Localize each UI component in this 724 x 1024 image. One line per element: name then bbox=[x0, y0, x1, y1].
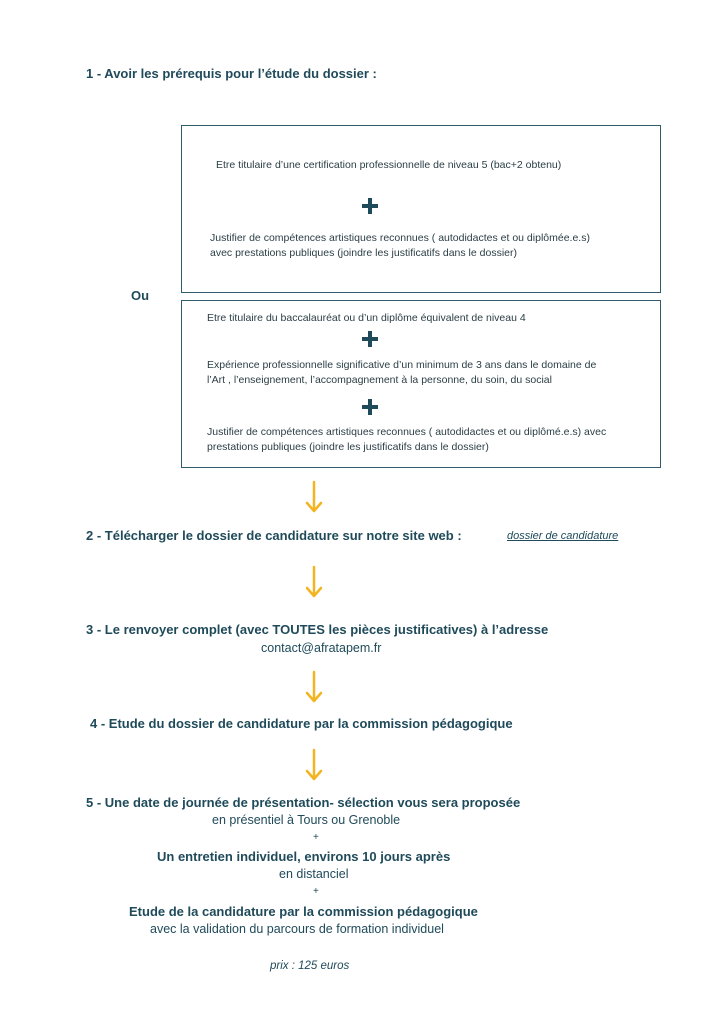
plus-icon bbox=[362, 399, 378, 415]
step4-title: 4 - Etude du dossier de candidature par la commission pédagogique bbox=[90, 716, 513, 731]
step5-line2: en distanciel bbox=[279, 867, 349, 881]
prereq-2-line3b: prestations publiques (joindre les justificatifs dans le dossier) bbox=[207, 441, 489, 453]
down-arrow-icon bbox=[304, 480, 324, 514]
prereq-box-1 bbox=[181, 125, 661, 293]
prereq-2-line1: Etre titulaire du baccalauréat ou d’un diplôme équivalent de niveau 4 bbox=[207, 312, 526, 324]
prereq-2-line2b: l’Art , l’enseignement, l’accompagnement à la personne, du soin, du social bbox=[207, 374, 552, 386]
plus-separator: + bbox=[313, 886, 319, 897]
down-arrow-icon bbox=[304, 565, 324, 599]
plus-separator: + bbox=[313, 832, 319, 843]
step1-title: 1 - Avoir les prérequis pour l’étude du dossier : bbox=[86, 66, 377, 81]
plus-icon bbox=[362, 331, 378, 347]
step5-title2: Un entretien individuel, environs 10 jours après bbox=[157, 849, 451, 864]
or-label: Ou bbox=[131, 288, 150, 303]
down-arrow-icon bbox=[304, 670, 324, 704]
step3-title: 3 - Le renvoyer complet (avec TOUTES les pièces justificatives) à l’adresse bbox=[86, 622, 549, 637]
prereq-2-line2a: Expérience professionnelle significative d’un minimum de 3 ans dans le domaine de bbox=[207, 359, 597, 371]
prereq-1-line1: Etre titulaire d’une certification professionnelle de niveau 5 (bac+2 obtenu) bbox=[216, 159, 562, 171]
prereq-1-line2a: Justifier de compétences artistiques reconnues ( autodidactes et ou diplômée.e.s) bbox=[210, 232, 590, 244]
application-file-link[interactable]: dossier de candidature bbox=[507, 530, 619, 542]
prereq-1-line2b: avec prestations publiques (joindre les justificatifs dans le dossier) bbox=[210, 247, 517, 259]
step5-title3: Etude de la candidature par la commission pédagogique bbox=[129, 904, 478, 919]
plus-icon bbox=[362, 198, 378, 214]
step5-title: 5 - Une date de journée de présentation- sélection vous sera proposée bbox=[86, 795, 521, 810]
price: prix : 125 euros bbox=[270, 960, 350, 972]
prereq-box-2 bbox=[181, 300, 661, 468]
step5-line3: avec la validation du parcours de formation individuel bbox=[150, 922, 444, 936]
step2-title: 2 - Télécharger le dossier de candidature sur notre site web : bbox=[86, 528, 462, 543]
contact-email: contact@afratapem.fr bbox=[261, 641, 382, 655]
prereq-2-line3a: Justifier de compétences artistiques reconnues ( autodidactes et ou diplômé.e.s) avec bbox=[207, 426, 607, 438]
down-arrow-icon bbox=[304, 748, 324, 782]
step5-line1: en présentiel à Tours ou Grenoble bbox=[212, 813, 401, 827]
